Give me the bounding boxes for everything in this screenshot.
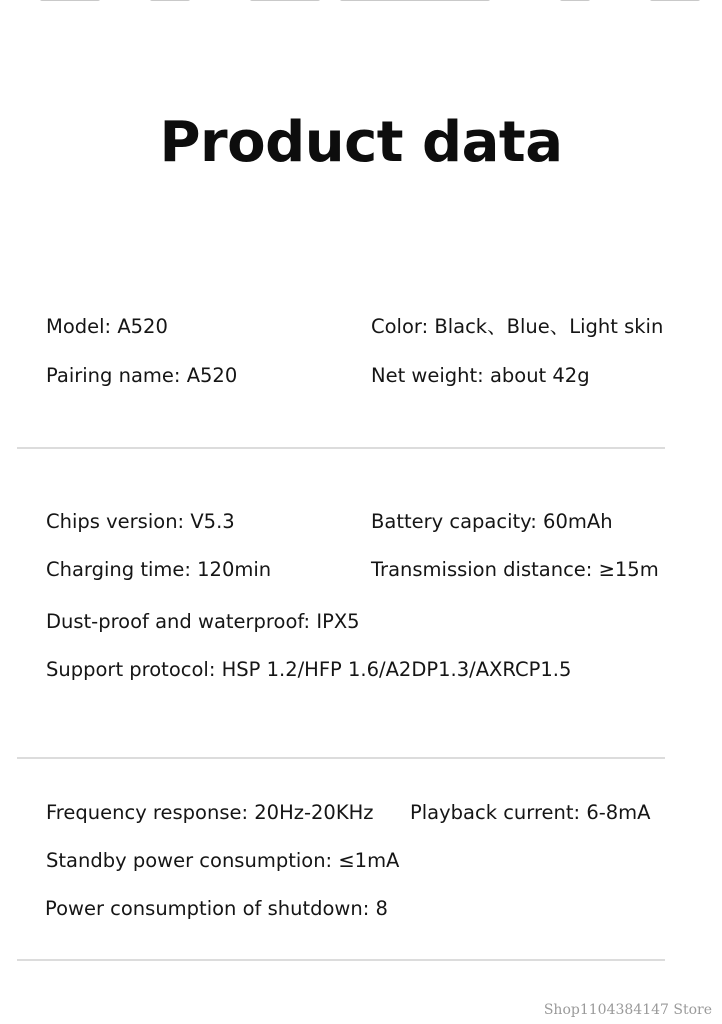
spec-support-protocol: Support protocol: HSP 1.2/HFP 1.6/A2DP1.3/AXRCP1.5 (46, 658, 572, 681)
section-divider (17, 757, 665, 759)
spec-net-weight: Net weight: about 42g (371, 364, 590, 387)
spec-chips-version: Chips version: V5.3 (46, 510, 235, 533)
spec-battery-capacity: Battery capacity: 60mAh (371, 510, 613, 533)
spec-transmission-distance: Transmission distance: ≥15m (371, 558, 659, 581)
spec-playback-current: Playback current: 6-8mA (410, 801, 651, 824)
spec-charging-time: Charging time: 120min (46, 558, 272, 581)
spec-standby-power: Standby power consumption: ≤1mA (46, 849, 400, 872)
page-title: Product data (159, 110, 563, 175)
spec-shutdown-power: Power consumption of shutdown: 8 (45, 897, 388, 920)
spec-model: Model: A520 (46, 315, 168, 338)
section-divider (17, 959, 665, 961)
top-image-edge (0, 0, 722, 6)
spec-pairing-name: Pairing name: A520 (46, 364, 238, 387)
spec-dust-waterproof: Dust-proof and waterproof: IPX5 (46, 610, 360, 633)
spec-color: Color: Black、Blue、Light skin (371, 315, 664, 338)
section-divider (17, 447, 665, 449)
store-watermark: Shop1104384147 Store (543, 1002, 712, 1018)
spec-frequency-response: Frequency response: 20Hz-20KHz (46, 801, 374, 824)
